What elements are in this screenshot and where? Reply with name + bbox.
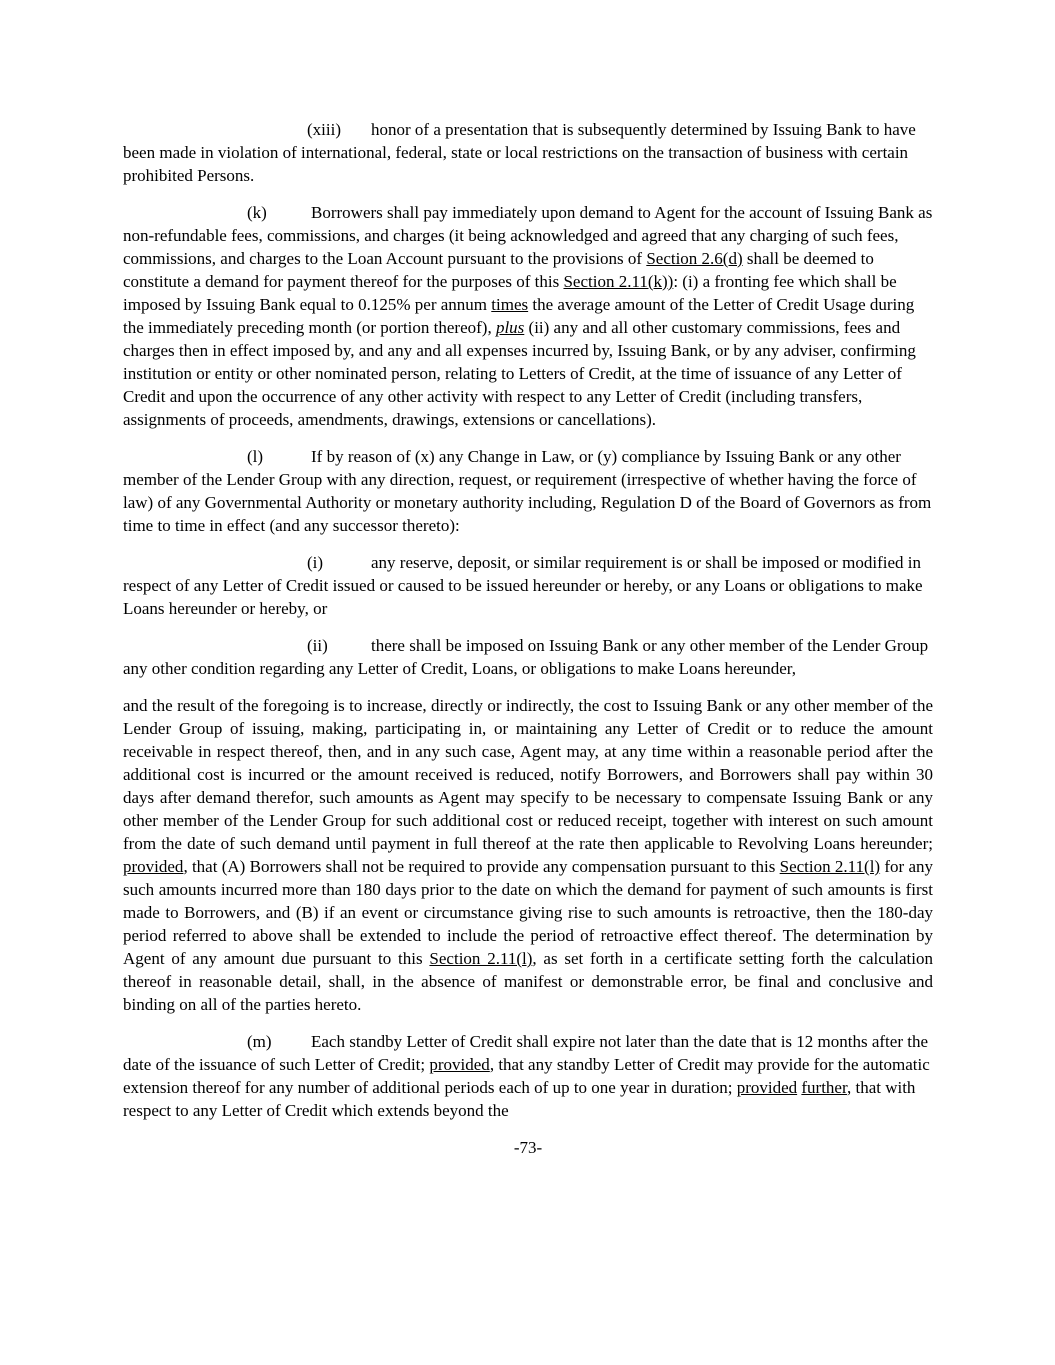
emphasized-term: further — [801, 1078, 847, 1097]
paragraph-l — [123, 445, 933, 537]
text-run: any reserve, deposit, or similar requirement is or shall be imposed or modified in respect of any Letter of Credit issued or caused to be issued hereunder or hereby, or any Loans or obligations to make Loans hereunder or hereby, or — [123, 553, 923, 618]
text-run: and the result of the foregoing is to increase, directly or indirectly, the cost to Issuing Bank or any other member of the Lender Group of issuing, making, participating in, or maintaining any Letter of Credit or to reduce the amount receivable in respect thereof, then, and in any such case, Agent may, at any time within a reasonable period after the additional cost is incurred or the amount received is reduced, notify Borrowers, and Borrowers shall pay within 30 days after demand therefor, such amounts as Agent may specify to be necessary to compensate Issuing Bank or any other member of the Lender Group for such additional cost or reduced receipt, together with interest on such amount from the date of such demand until payment in full thereof at the rate then applicable to Revolving Loans hereunder; — [123, 696, 933, 853]
paragraphs-container — [123, 118, 933, 1122]
text-run: , that with respect to any Letter of Credit which extends beyond the — [123, 1078, 916, 1120]
emphasized-term: provided — [736, 1078, 798, 1097]
document-body — [123, 118, 933, 1159]
text-run: there shall be imposed on Issuing Bank or any other member of the Lender Group any other condition regarding any Letter of Credit, Loans, or obligations to make Loans hereunder, — [123, 636, 929, 678]
paragraph-l-ii — [123, 634, 933, 680]
emphasized-term: plus — [495, 318, 525, 337]
emphasized-term: provided — [123, 857, 184, 876]
paragraph-m — [123, 1030, 933, 1122]
emphasized-term: provided — [429, 1055, 490, 1074]
text-run: (ii) any and all other customary commissions, fees and charges then in effect imposed by, and any and all expenses incurred by, Issuing Bank, or by any adviser, confirming institution or entity or other nominated person, relating to Letters of Credit, at the time of issuance of any Letter of Credit and upon the occurrence of any other activity with respect to any Letter of Credit (including transfers, assignments of proceeds, amendments, drawings, extensions or cancellations). — [123, 318, 916, 429]
text-run: : (i) a fronting fee which shall be imposed by Issuing Bank equal to 0.125% per annum — [123, 272, 897, 314]
paragraph-k — [123, 201, 933, 431]
paragraph-tag: (l) — [247, 447, 264, 466]
text-run: If by reason of (x) any Change in Law, or (y) compliance by Issuing Bank or any other member of the Lender Group with any direction, request, or requirement (irrespective of whether having the force of law) of any Governmental Authority or monetary authority including, Regulation D of the Board of Governors as from time to time in effect (and any successor thereto): — [123, 447, 932, 535]
text-run: , that any standby Letter of Credit may provide for the automatic extension thereof for any number of additional periods each of up to one year in duration; — [123, 1055, 930, 1097]
emphasized-term: times — [491, 295, 529, 314]
text-run: Borrowers shall pay immediately upon demand to Agent for the account of Issuing Bank as non-refundable fees, commissions, and charges (it being acknowledged and agreed that any charging of such fees, commissions, and charges to the Loan Account pursuant to the provisions of — [123, 203, 933, 268]
text-run: for any such amounts incurred more than 180 days prior to the date on which the demand for payment of such amounts is first made to Borrowers, and (B) if an event or circumstance giving rise to such amounts is retroactive, then the 180-day period referred to above shall be extended to include the period of retroactive effect thereof. The determination by Agent of any amount due pursuant to this — [123, 857, 933, 968]
text-run: , as set forth in a certificate setting forth the calculation thereof in reasonable detail, shall, in the absence of manifest or demonstrable error, be final and conclusive and binding on all of the parties hereto. — [123, 949, 934, 1014]
paragraph-tag: (ii) — [307, 636, 328, 655]
text-run: Each standby Letter of Credit shall expire not later than the date that is 12 months after the date of the issuance of such Letter of Credit; — [123, 1032, 928, 1074]
paragraph-l-result — [123, 694, 933, 1016]
page-number: -73- — [513, 1138, 543, 1157]
paragraph-tag: (i) — [307, 553, 324, 572]
emphasized-term: Section 2.11(l) — [429, 949, 533, 968]
paragraph-xiii — [123, 118, 933, 187]
paragraph-tag: (m) — [247, 1032, 272, 1051]
text-run: the average amount of the Letter of Credit Usage during the immediately preceding month (or portion thereof), — [123, 295, 915, 337]
text-run: shall be deemed to constitute a demand for payment thereof for the purposes of this — [123, 249, 874, 291]
text-run: , that (A) Borrowers shall not be required to provide any compensation pursuant to this — [183, 857, 780, 876]
paragraph-l-i — [123, 551, 933, 620]
paragraph-tag: (xiii) — [307, 120, 341, 139]
emphasized-term: Section 2.11(k)) — [563, 272, 674, 291]
paragraph-tag: (k) — [247, 203, 267, 222]
text-run: honor of a presentation that is subsequently determined by Issuing Bank to have been made in violation of international, federal, state or local restrictions on the transaction of business with certain prohibited Persons. — [123, 120, 916, 185]
emphasized-term: Section 2.11(l) — [779, 857, 881, 876]
emphasized-term: Section 2.6(d) — [646, 249, 743, 268]
